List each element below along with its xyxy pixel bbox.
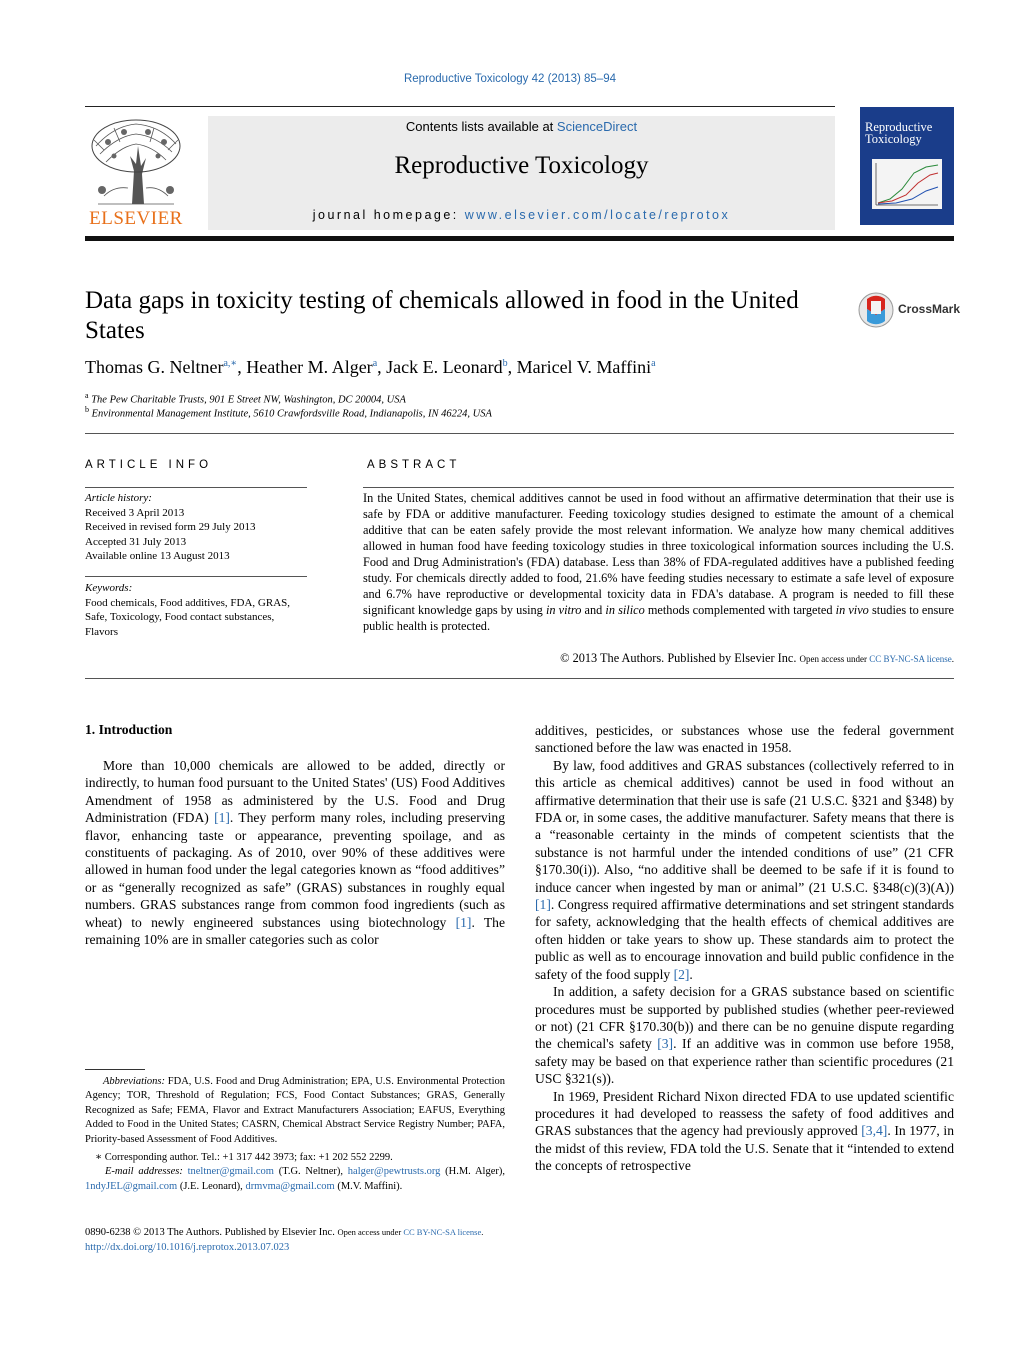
email-footnote (85, 1165, 505, 1194)
text: In addition, a safety decision for a GRAS substance based on scientific procedures must be supported by published studies (whether peer-reviewed or not) (21 CFR §170.30(b)) and there can be no genuine dispute regarding the chemical's safety (535, 984, 954, 1052)
text: . The remaining 10% are in smaller categories such as color (85, 914, 505, 948)
license-link[interactable]: CC BY-NC-SA license (403, 1227, 482, 1237)
affiliation (85, 405, 492, 420)
crossmark-label: CrossMark (898, 302, 961, 316)
cover-title: Reproductive Toxicology (865, 120, 933, 146)
article-history (85, 491, 307, 564)
abstract-part: In the United States, chemical additives cannot be used in food without an affirmative determination that their use is safe by FDA or additive manufacturer. Feeding toxicology studies designed to estimate the amount of a chemical additive that can be eaten safely provide the most relevant information. We analyze how many chemical additives allowed in human food have feeding toxicology studies in three toxicological information sources including the U.S. Food and Drug Administration's (FDA) database. Less than 38% of FDA-regulated additives have a published feeding study. For chemicals directly added to food, 21.6% have feeding studies necessary to estimate a safe level of exposure and 6.7% have reproductive or developmental toxicity data in FDA's database. A program is needed to fill these significant knowledge gaps by using (363, 491, 954, 617)
author-name[interactable]: Jack E. Leonard (386, 357, 503, 377)
text: . Congress required affirmative determinations and set stringent standards for safety, acknowledging that the health effects of chemical additives are often hidden or take years to show up. These standards aim to protect the public as well as to encourage innovation and build public confidence in the safety of the food supply (535, 897, 954, 982)
open-access-text: Open access under (799, 654, 870, 664)
abstract-italic: in silico (605, 603, 645, 617)
header-divider (85, 106, 835, 107)
author-name[interactable]: Heather M. Alger (246, 357, 373, 377)
doi-link[interactable]: http://dx.doi.org/10.1016/j.reprotox.2013.07.023 (85, 1242, 290, 1253)
author-list: Thomas G. Neltner$^{a,∗}$, Heather M. Alger$^a$, Jack E. Leonard$^b$, Maricel V. Maffini$^a$ (85, 357, 656, 377)
author-affiliation-mark[interactable]: b (502, 358, 508, 369)
text: . If an additive was in common use before 1958, safety may be based on that experience rather than scientific procedures (21 USC §321(s)). (535, 1036, 954, 1087)
divider (85, 576, 307, 577)
abstract-text (363, 490, 954, 634)
text: In 1969, President Richard Nixon directed FDA to use updated scientific procedures it had developed to reassess the safety of food additives and GRAS substances that the agency had previously approved (535, 1088, 954, 1139)
article-history-label: Article history: (85, 492, 152, 504)
author-name[interactable]: Maricel V. Maffini (516, 357, 652, 377)
history-entry: Available online 13 August 2013 (85, 550, 230, 562)
body-column-left (85, 757, 505, 948)
article-title: Data gaps in toxicity testing of chemicals allowed in food in the United States (85, 287, 799, 344)
journal-homepage-line (208, 208, 835, 222)
footnotes (85, 1075, 505, 1194)
period: . (481, 1227, 484, 1237)
period: . (951, 654, 954, 664)
divider (363, 487, 954, 488)
paragraph (85, 757, 505, 948)
section-heading: 1. Introduction (85, 722, 173, 737)
article-info-heading: ARTICLE INFO (85, 459, 213, 471)
email-link[interactable]: 1ndyJEL@gmail.com (85, 1180, 178, 1192)
keywords-label: Keywords: (85, 582, 133, 594)
email-link[interactable]: tneltner@gmail.com (187, 1166, 274, 1178)
history-entry: Accepted 31 July 2013 (85, 535, 187, 548)
open-access-text: Open access under (337, 1227, 404, 1237)
affiliation-mark: b (85, 405, 89, 414)
reference-link[interactable]: [1] (214, 810, 230, 826)
corresponding-author-footnote: ∗ Corresponding author. Tel.: +1 317 442 3973; fax: +1 202 552 2299. (95, 1152, 393, 1164)
copyright-text: © 2013 The Authors. Published by Elsevier Inc. (560, 651, 800, 665)
elsevier-logo[interactable] (84, 116, 188, 230)
homepage-prefix: journal homepage: (312, 208, 465, 222)
abstract-italic: in vitro (545, 603, 582, 617)
email-owner: (T.G. Neltner), (273, 1166, 348, 1178)
email-owner: (H.M. Alger), (440, 1166, 506, 1178)
history-entry: Received in revised form 29 July 2013 (85, 521, 256, 533)
contents-available-line (208, 119, 835, 134)
affiliation-text: Environmental Management Institute, 5610 Crawfordsville Road, Indianapolis, IN 46224, USA (91, 408, 492, 420)
reference-link[interactable]: [2] (673, 966, 690, 982)
abbreviations-footnote (85, 1075, 505, 1147)
divider (85, 433, 954, 434)
copyright-line (363, 651, 954, 666)
journal-name: Reproductive Toxicology (394, 152, 649, 179)
divider (85, 678, 954, 679)
abstract-part: and (581, 603, 606, 617)
text: By law, food additives and GRAS substances (collectively referred to in this article as chemical additives) cannot be used in food without an affirmative determination that their use is safe (21 U.S.C. §321 and §348) by FDA or, in some cases, the additive manufacturer. Safety means that there is a “reasonable certainty in the minds of competent scientists that the substance is not harmful under the intended conditions of use” (21 CFR §170.30(i)). Also, “no additive shall be deemed to be safe if it is found to induce cancer when ingested by man or animal” (21 U.S.C. §348(c)(3)(A)) (535, 757, 954, 895)
journal-cover-image[interactable] (860, 107, 954, 225)
journal-homepage-link[interactable]: www.elsevier.com/locate/reprotox (464, 208, 731, 222)
paragraph (535, 1088, 954, 1175)
abstract-heading: ABSTRACT (367, 459, 461, 471)
abstract-part: studies to ensure public health is protected. (363, 603, 955, 633)
text: . In 1977, in the midst of this review, FDA told the U.S. Senate that it “intended to extend the concepts of retrospective (535, 1123, 955, 1174)
paragraph (535, 757, 954, 983)
journal-citation[interactable]: Reproductive Toxicology 42 (2013) 85–94 (403, 73, 617, 85)
divider (85, 487, 307, 488)
affiliation-mark: a (85, 391, 89, 400)
reference-link[interactable]: [1] (455, 914, 472, 930)
author-affiliation-mark[interactable]: a,∗ (223, 358, 238, 369)
body-column-right (535, 722, 954, 1175)
email-owner: (J.E. Leonard), (177, 1180, 246, 1192)
sciencedirect-link[interactable]: ScienceDirect (556, 119, 638, 134)
abbreviations-text: FDA, U.S. Food and Drug Administration; EPA, U.S. Environmental Protection Agency; TOR, Threshold of Regulation; FCS, Food Contact Substances; GRAS, Generally Recognized as Safe; FEMA, Flavor and Extract Manufacturers Association; EAFUS, Everything Added to Food in the United States; CASRN, Chemical Abstract Service Registry Number; PAFA, Priority-based Assessment of Food Additives. (85, 1076, 505, 1145)
reference-link[interactable]: [3,4] (861, 1123, 888, 1139)
paragraph: additives, pesticides, or substances whose use the federal government sanctioned before the law was enacted in 1958. (535, 723, 954, 756)
issn-text: 0890-6238 © 2013 The Authors. Published by Elsevier Inc. (85, 1227, 338, 1238)
issn-line (85, 1227, 483, 1238)
paragraph (535, 983, 954, 1087)
journal-header (208, 116, 835, 230)
abstract-part: methods complemented with targeted (644, 603, 836, 617)
elsevier-tree-icon (84, 116, 188, 208)
elsevier-wordmark: ELSEVIER (89, 208, 183, 229)
reference-link[interactable]: [3] (657, 1036, 674, 1052)
reference-link[interactable]: [1] (535, 897, 551, 913)
email-link[interactable]: drmvma@gmail.com (245, 1180, 335, 1192)
email-label: E-mail addresses: (105, 1166, 183, 1178)
text: . (689, 966, 693, 982)
keywords-list: Food chemicals, Food additives, FDA, GRAS, Safe, Toxicology, Food contact substances, Flavors (85, 596, 291, 638)
license-link[interactable]: CC BY-NC-SA license (869, 654, 952, 664)
author-name[interactable]: Thomas G. Neltner (85, 357, 224, 377)
keywords-block (85, 581, 307, 639)
author-affiliation-mark[interactable]: a (372, 358, 378, 369)
crossmark-badge[interactable] (858, 291, 961, 329)
crossmark-icon (858, 291, 894, 329)
history-entry: Received 3 April 2013 (85, 506, 185, 519)
affiliation-text: The Pew Charitable Trusts, 901 E Street NW, Washington, DC 20004, USA (91, 394, 406, 406)
text: . They perform many roles, including preserving flavor, enhancing taste or appearance, preventing spoilage, and as constituents of packaging. As of 2010, over 90% of these additives were allowed in human food under the legal categories known as “food additives” or as “generally recognized as safe” (GRAS) substances in roughly equal numbers. GRAS substances range from common food ingredients (such as wheat) to newly engineered substances using biotechnology (85, 810, 505, 930)
email-link[interactable]: halger@pewtrusts.org (347, 1166, 441, 1178)
abbreviations-label: Abbreviations: (103, 1076, 166, 1087)
email-owner: (M.V. Maffini). (334, 1180, 403, 1192)
contents-prefix: Contents lists available at (405, 119, 557, 134)
author-affiliation-mark[interactable]: a (651, 358, 656, 369)
header-thick-rule (85, 236, 954, 241)
footnote-rule (85, 1069, 145, 1070)
text: More than 10,000 chemicals are allowed to be added, directly or indirectly, to human food pursuant to the United States' (US) Food Additives Amendment of 1958 as administered by the U.S. Food and Drug Administration (FDA) (85, 758, 505, 826)
abstract-italic: in vivo (835, 603, 869, 617)
cover-chart-graphic (872, 159, 942, 209)
affiliation (85, 391, 406, 406)
